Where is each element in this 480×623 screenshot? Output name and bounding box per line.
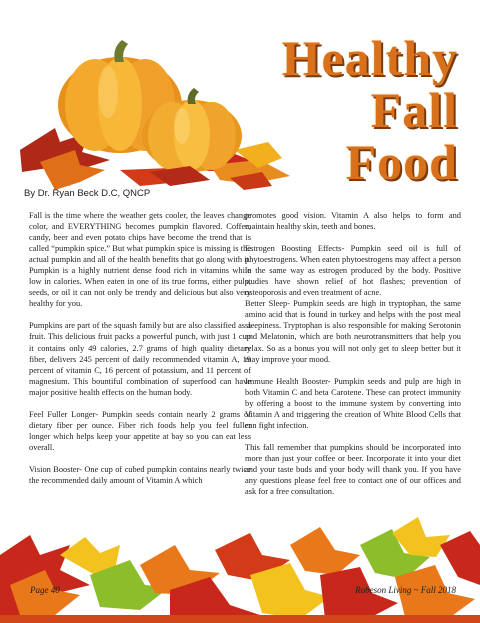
paragraph-feel-fuller: Feel Fuller Longer- Pumpkin seeds contain nearly 2 grams of dietary fiber per ounce. Fiber rich foods help you feel fuller longer which helps keep your appetite at bay so you can eat less overall. xyxy=(29,409,251,452)
paragraph-vision-cont: promotes good vision. Vitamin A also helps to form and maintain healthy skin, teeth and bones. xyxy=(245,211,461,232)
article-title xyxy=(282,32,458,188)
leaves-border-illustration xyxy=(0,515,480,623)
paragraph-nutrition: Pumpkins are part of the squash family but are also classified as a fruit. This delicious fruit packs a powerful punch, with just 1 cup it contains only 49 calories, 2.7 grams of high quality dietary fiber, delivers 245 percent of daily recommended vitamin A, 19 percent of vitamin C, 16 percent of potassium, and 11 percent of magnesium. This bountiful combination of superfood can have major positive health effects on the human body. xyxy=(29,321,251,397)
paragraph-sleep: Better Sleep- Pumpkin seeds are high in tryptophan, the same amino acid that is found in turkey and helps with the post meal sleepiness. Tryptophan is also responsible for making Serotonin and Melatonin, which are both neurotransmitters that help you relax. So as a bonus you will not only get to sleep better but it may improve your mood. xyxy=(245,299,461,364)
paragraph-conclusion: This fall remember that pumpkins should be incorporated into more than just your coffee or beer. Incorporate it into your diet and your taste buds and your body will thank you. If you have any questions please feel free to contact one of our offices and ask for a free consultation. xyxy=(245,442,461,497)
paragraph-immune: Immune Health Booster- Pumpkin seeds and pulp are high in both Vitamin C and beta Carotene. These can protect immunity by offering a boost to the immune system by converting into Vitamin A and triggering the creation of White Blood Cells that can fight infection. xyxy=(245,376,461,430)
publication-name: Robeson Living ~ Fall 2018 xyxy=(355,585,456,595)
left-column xyxy=(29,210,251,486)
title-line-2: Fall xyxy=(370,82,458,138)
right-column xyxy=(245,210,461,508)
page-number: Page 40 xyxy=(30,585,60,595)
title-line-1: Healthy xyxy=(281,30,458,86)
paragraph-estrogen: Estrogen Boosting Effects- Pumpkin seed oil is full of phytoestrogens. When eaten phytoestrogens may affect a person in the same way as estrogen produced by the body. Positive studies have shown relief of hot flashes; prevention of osteoporosis and even treatment of acne. xyxy=(245,244,461,298)
author-byline: By Dr. Ryan Beck D.C, QNCP xyxy=(24,188,151,199)
title-line-3: Food xyxy=(345,134,458,190)
paragraph-vision-booster: Vision Booster- One cup of cubed pumpkin contains nearly twice the recommended daily amount of Vitamin A which xyxy=(29,464,251,485)
paragraph-intro: Fall is the time where the weather gets cooler, the leaves change color, and EVERYTHING becomes pumpkin flavored. Coffee, candy, beer and even potato chips have become the trend that is called “pumpkin spice.” But what pumpkin spice is missing is the actual pumpkin and all of the health benefits that go along with it. Pumpkin is a highly nutrient dense food rich in vitamins while low in calories. When eaten in one of its true forms, either pulp, seeds, or oil it can not only be trendy and delicious but also very healthy for you. xyxy=(29,211,251,309)
